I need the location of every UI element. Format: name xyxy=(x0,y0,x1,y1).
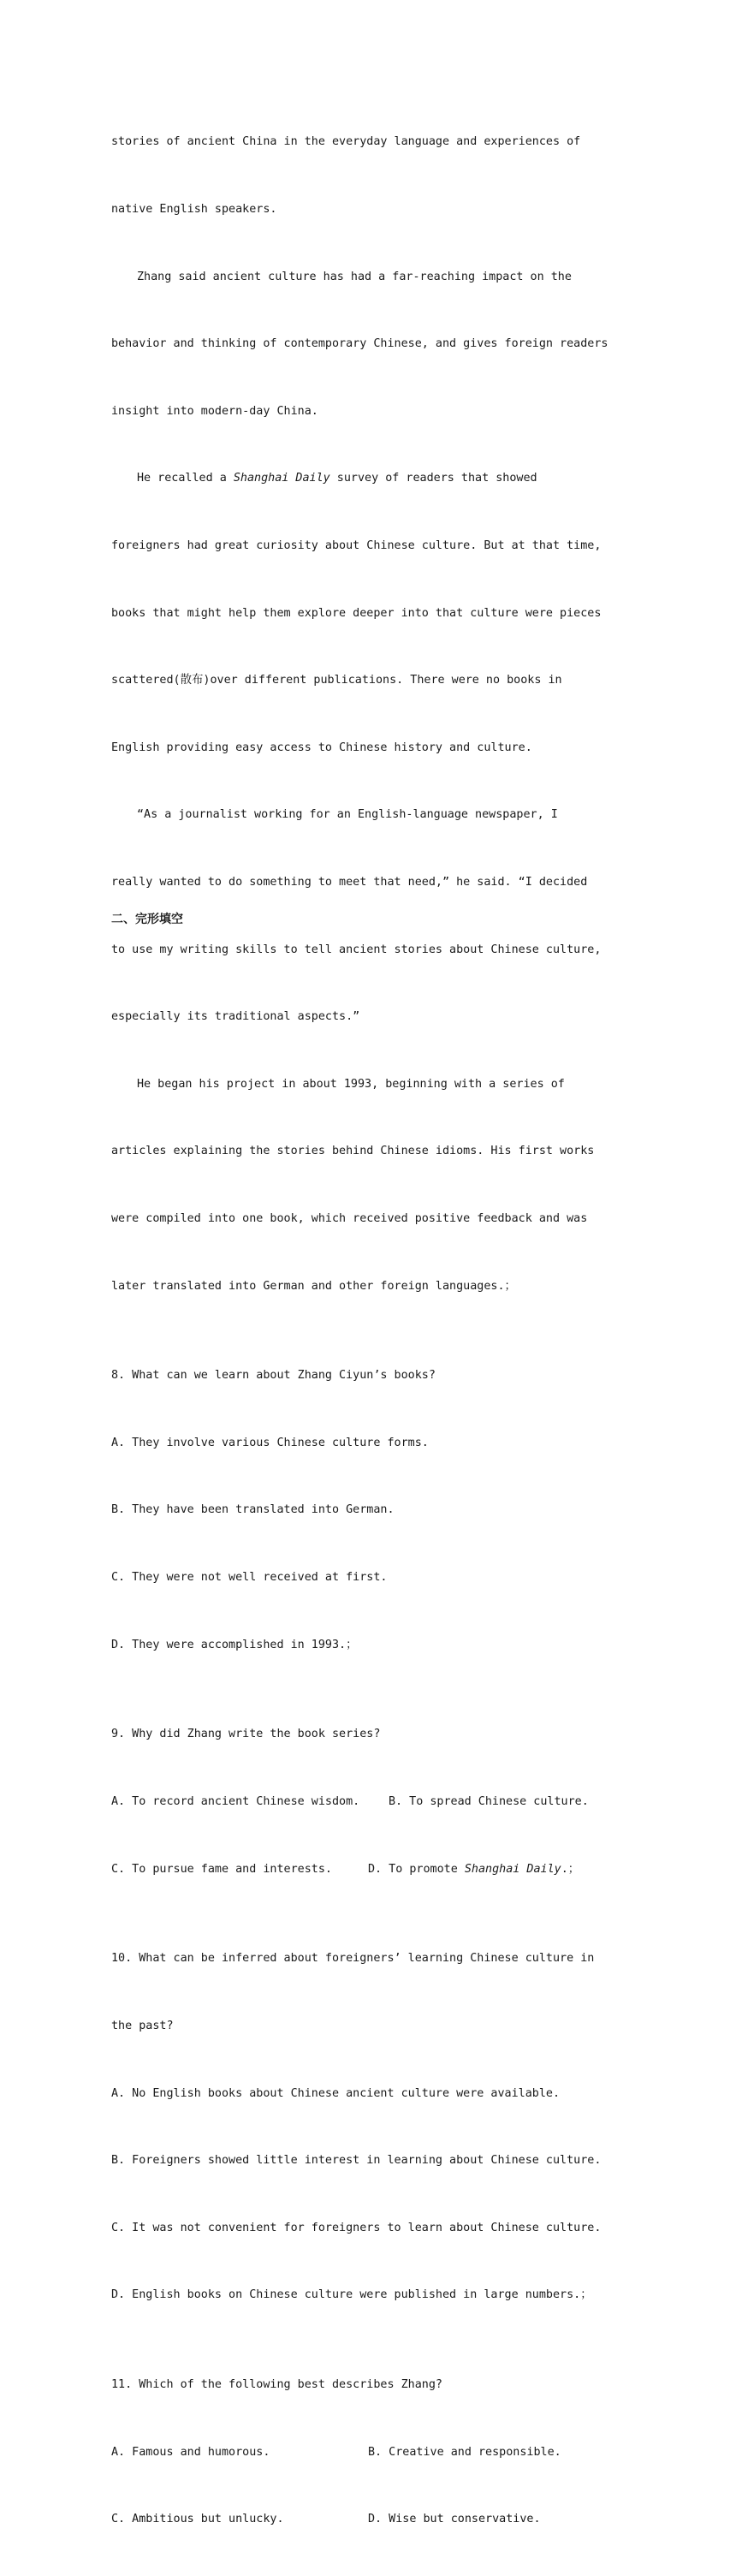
option-a: A. Famous and humorous. xyxy=(111,2445,270,2459)
passage-text: He recalled a xyxy=(137,472,234,485)
passage-line: scattered(散布)over different publications. There were no books in xyxy=(111,674,562,687)
passage-line: books that might help them explore deeper into that culture were pieces xyxy=(111,606,602,620)
option-a: A. To record ancient Chinese wisdom. xyxy=(111,1795,360,1809)
passage-line: really wanted to do something to meet that need,” he said. “I decided xyxy=(111,875,588,889)
option-d xyxy=(368,1859,579,1881)
option-a: A. They involve various Chinese culture forms. xyxy=(111,1436,429,1449)
option-row xyxy=(111,1791,625,1813)
option-c: C. They were not well received at first. xyxy=(111,1571,388,1585)
question-stem: 8. What can we learn about Zhang Ciyun’s books? xyxy=(111,1369,436,1383)
passage-line xyxy=(111,467,625,490)
option-b: B. To spread Chinese culture. xyxy=(389,1795,589,1809)
newspaper-name: Shanghai Daily xyxy=(464,1862,561,1876)
option-b: B. Creative and responsible. xyxy=(368,2445,561,2459)
option-text: D. To promote xyxy=(368,1862,465,1876)
option-b: B. They have been translated into German. xyxy=(111,1503,395,1517)
passage-line: especially its traditional aspects.” xyxy=(111,1010,360,1024)
reading-content xyxy=(111,86,625,2576)
option-row xyxy=(111,1859,625,1881)
newspaper-name: Shanghai Daily xyxy=(233,472,330,485)
option-d: D. English books on Chinese culture were published in large numbers.； xyxy=(111,2288,592,2302)
question-stem: the past? xyxy=(111,2020,174,2033)
passage-line: foreigners had great curiosity about Chinese culture. But at that time, xyxy=(111,538,602,552)
option-b: B. Foreigners showed little interest in learning about Chinese culture. xyxy=(111,2154,602,2168)
question-stem: 10. What can be inferred about foreigners’ learning Chinese culture in xyxy=(111,1952,595,1966)
passage-line: articles explaining the stories behind Chinese idioms. His first works xyxy=(111,1145,595,1158)
option-row xyxy=(111,2442,625,2464)
passage-line: He began his project in about 1993, beginning with a series of xyxy=(137,1077,565,1091)
passage-line: later translated into German and other foreign languages.； xyxy=(111,1279,516,1293)
passage-line: behavior and thinking of contemporary Chinese, and gives foreign readers xyxy=(111,337,608,351)
option-c: C. To pursue fame and interests. xyxy=(111,1862,332,1876)
option-d: D. They were accomplished in 1993.； xyxy=(111,1638,358,1651)
passage-line: native English speakers. xyxy=(111,203,277,216)
passage-line: were compiled into one book, which received positive feedback and was xyxy=(111,1211,588,1225)
question-stem: 11. Which of the following best describes Zhang? xyxy=(111,2378,442,2392)
passage-line: insight into modern-day China. xyxy=(111,404,318,418)
option-a: A. No English books about Chinese ancient culture were available. xyxy=(111,2086,561,2100)
passage-text: survey of readers that showed xyxy=(329,472,537,485)
passage-line: stories of ancient China in the everyday language and experiences of xyxy=(111,135,581,149)
option-text: .； xyxy=(561,1862,580,1876)
option-row xyxy=(111,2508,625,2531)
passage-line: English providing easy access to Chinese history and culture. xyxy=(111,741,532,754)
section-title: 二、完形填空 xyxy=(111,913,183,926)
option-c: C. Ambitious but unlucky. xyxy=(111,2513,284,2526)
passage-line: to use my writing skills to tell ancient stories about Chinese culture, xyxy=(111,943,602,956)
passage-line: Zhang said ancient culture has had a far-reaching impact on the xyxy=(137,270,572,283)
question-stem: 9. Why did Zhang write the book series? xyxy=(111,1728,381,1741)
option-c: C. It was not convenient for foreigners to learn about Chinese culture. xyxy=(111,2221,602,2234)
passage-line: “As a journalist working for an English-language newspaper, I xyxy=(137,808,558,822)
option-d: D. Wise but conservative. xyxy=(368,2513,541,2526)
